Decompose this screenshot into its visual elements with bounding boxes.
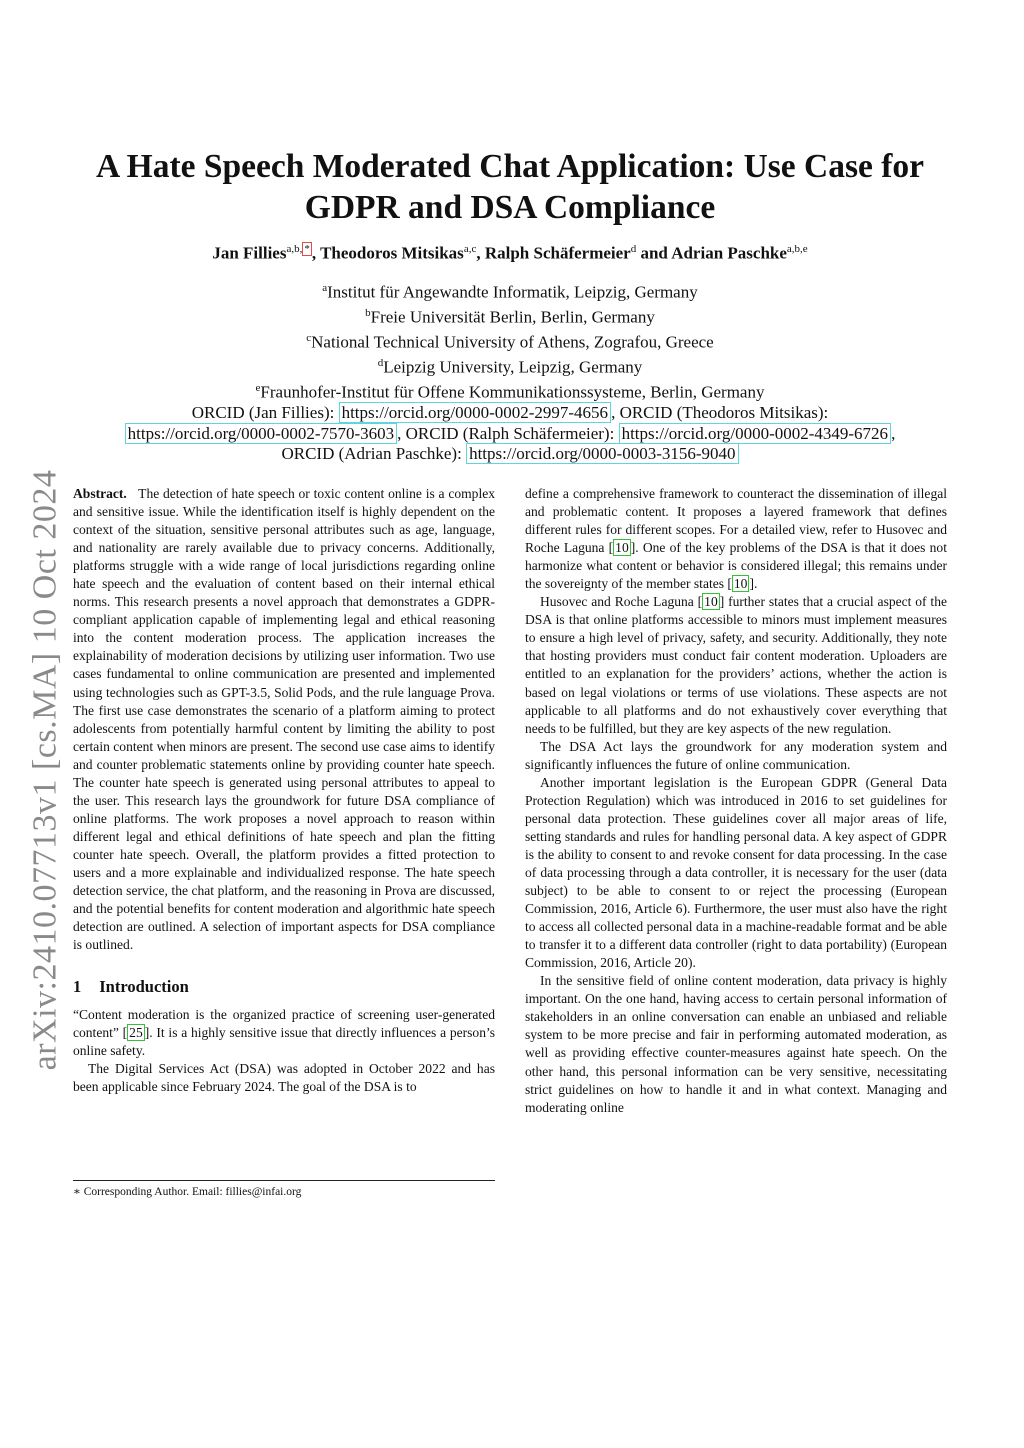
section-heading-introduction: 1 Introduction <box>73 977 189 997</box>
affiliation: $^b$Freie Universität Berlin, Berlin, Germany <box>365 307 655 327</box>
citation-link[interactable]: 10 <box>733 576 748 592</box>
orcid-link[interactable]: https://orcid.org/0000-0002-7570-3603 <box>125 423 397 444</box>
paragraph: define a comprehensive framework to counteract the dissemination of illegal and problematic content. It proposes a layered framework that defines different rules for different scopes. For a detailed view, refer to Husovec and Roche Laguna [ 10 ]. One of the key problems of the DSA is that it does not harmonize what content or behavior is considered illegal; this remains under the sovereignty of the member states [ 10 ]. <box>525 486 947 592</box>
orcid-line: https://orcid.org/0000-0002-7570-3603 , ORCID (Ralph Schäfermeier): https://orcid.org/0000-0002-4349-6726 , <box>60 424 960 444</box>
paragraph: Another important legislation is the European GDPR (General Data Protection Regulation) which was introduced in 2016 to set guidelines for personal data protection. These guidelines cover all major areas of life, setting standards and rules for handling personal data. A key aspect of GDPR is the ability to consent to and revoke consent for data processing. In the case of data processing through a data controller, it is necessary for the user (data subject) to be able to consent to or reject the processing (European Commission, 2016, Article 6). Furthermore, the user must also have the right to access all collected personal data in a machine-readable format and be able to transfer it to a different data controller (right to data portability) (European Commission, 2016, Article 20). <box>525 774 947 971</box>
paragraph: “Content moderation is the organized practice of screening user-generated content” [ 25 ]. It is a highly sensitive issue that directly influences a person’s online safety. <box>73 1007 495 1059</box>
orcid-line: ORCID (Adrian Paschke): https://orcid.org/0000-0003-3156-9040 <box>60 444 960 464</box>
abstract <box>73 485 495 954</box>
paragraph: Husovec and Roche Laguna [ 10 ] further states that a crucial aspect of the DSA is that online platforms accessible to minors must implement measures to ensure a high level of privacy, safety, and security. Additionally, they note that hosting providers must conduct fair content moderation. Uploaders are entitled to an explanation for the providers’ actions, whether the action is based on legal violations or terms of use violations. These aspects are not applicable to all platforms and do not exhaustively cover everything that needs to be fulfilled, but they are key aspects of the new regulation. <box>525 594 947 736</box>
orcid-line: ORCID (Jan Fillies): https://orcid.org/0000-0002-2997-4656 , ORCID (Theodoros Mitsikas): <box>191 403 829 423</box>
author-affiliation-marks: a,c <box>463 243 477 255</box>
affiliation: $^d$Leipzig University, Leipzig, Germany <box>377 357 643 377</box>
footnote: ∗ Corresponding Author. Email: fillies@infai.org <box>73 1186 302 1198</box>
author-affiliation-marks: a,b, <box>286 243 303 255</box>
orcid-link[interactable]: https://orcid.org/0000-0002-2997-4656 <box>339 402 611 423</box>
arxiv-identifier: arXiv:2410.07713v1 [cs.MA] 10 Oct 2024 <box>26 469 64 1071</box>
arxiv-identifier-stamp <box>17 440 73 1100</box>
author-affiliation-marks: a,b,e <box>786 243 808 255</box>
citation-link[interactable]: 10 <box>704 594 718 610</box>
author-affiliation-marks: d <box>630 243 637 255</box>
corresponding-author-footnote-link[interactable]: * <box>304 243 310 255</box>
affiliations-block <box>60 278 960 465</box>
paragraph: In the sensitive field of online content moderation, data privacy is highly important. On the one hand, having access to certain personal information of stakeholders in an online conversation can enable an unbiased and reliable system to be more precise and fair in performing automated moderation, as well as providing effective counter-measures against hate speech. On the other hand, this personal information can be very sensitive, necessitating strict guidelines on how to handle it and in what context. Managing and moderating online <box>525 973 947 1115</box>
author-name: Theodoros Mitsikas <box>320 243 464 263</box>
left-column <box>73 485 495 1097</box>
author-name: Adrian Paschke <box>671 243 787 263</box>
orcid-link[interactable]: https://orcid.org/0000-0003-3156-9040 <box>466 443 738 464</box>
paragraph: The Digital Services Act (DSA) was adopted in October 2022 and has been applicable since February 2024. The goal of the DSA is to <box>73 1061 495 1095</box>
paper-title: A Hate Speech Moderated Chat Application: Use Case for GDPR and DSA Compliance <box>95 148 925 226</box>
author-name: Ralph Schäfermeier <box>484 243 631 263</box>
footnote-divider <box>73 1180 495 1181</box>
citation-link[interactable]: 25 <box>129 1025 143 1041</box>
author-name: Jan Fillies <box>212 243 287 263</box>
abstract-text: The detection of hate speech or toxic content online is a complex and sensitive issue. While the identification itself is highly dependent on the context of the situation, sensitive personal attributes such as age, language, and nationality are rarely available due to privacy concerns. Additionally, platforms struggle with a wide range of local jurisdictions regarding online hate speech and the evaluation of content based on their internal ethical norms. This research presents a novel approach that demonstrates a GDPR-compliant application capable of implementing legal and ethical reasoning into the content moderation process. The application increases the explainability of moderation decisions by utilizing user information. Two use cases fundamental to online communication are presented and implemented using technologies such as GPT-3.5, Solid Pods, and the rule language Prova. The first use case demonstrates the scenario of a platform aiming to protect adolescents from potentially harmful content by limiting the ability to post certain content when minors are present. The second use case aims to identify and counter problematic statements online by providing counter hate speech. The counter hate speech is generated using personal attributes to appeal to the user. This research lays the groundwork for future DSA compliance of online platforms. The work proposes a novel approach to reason within different legal and ethical definitions of hate speech and plan the fitting counter hate speech. Overall, the platform provides a fitted protection to users and a more explainable and individualized response. The hate speech detection service, the chat platform, and the reasoning in Prova are discussed, and the potential benefits for content moderation and algorithmic hate speech detection are outlined. A selection of important aspects for DSA compliance is outlined. <box>73 486 495 953</box>
citation-link[interactable]: 10 <box>615 540 629 556</box>
abstract-label: Abstract. <box>73 486 127 501</box>
affiliation: $^a$Institut für Angewandte Informatik, Leipzig, Germany <box>322 282 698 302</box>
affiliation: $^c$National Technical University of Athens, Zografou, Greece <box>306 332 714 352</box>
orcid-link[interactable]: https://orcid.org/0000-0002-4349-6726 <box>619 423 891 444</box>
author-list: Jan Fillies$^{a,b,}$ * , Theodoros Mitsikas$^{a,c}$, Ralph Schäfermeier$^d$ and Adrian Paschke$^{a,b,e}$ <box>212 243 808 263</box>
paragraph: The DSA Act lays the groundwork for any moderation system and significantly influences the future of online communication. <box>525 738 947 772</box>
right-column <box>525 485 947 1117</box>
affiliation: $^e$Fraunhofer-Institut für Offene Kommunikationssysteme, Berlin, Germany <box>255 382 765 402</box>
